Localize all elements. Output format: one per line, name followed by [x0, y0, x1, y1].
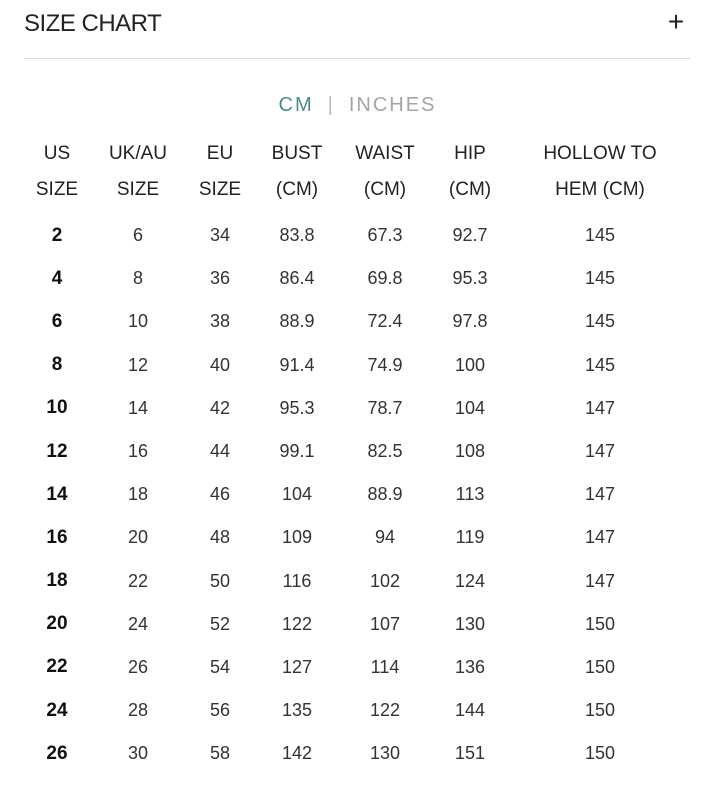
table-cell-eu-size: 52 [209, 613, 231, 634]
table-cell-eu-size: 50 [209, 570, 231, 591]
table-cell-bust: 88.9 [279, 311, 315, 332]
table-row [24, 473, 690, 516]
table-cell-eu-size: 44 [209, 441, 231, 462]
table-cell-us-size: 22 [46, 656, 68, 678]
table-cell-hip: 130 [454, 613, 486, 634]
unit-separator: | [327, 94, 335, 116]
column-header-line: EU [206, 143, 234, 164]
table-row [24, 560, 690, 603]
table-cell-hip: 104 [454, 397, 486, 418]
column-header-line: (CM) [363, 179, 407, 200]
column-header-waist [340, 136, 430, 208]
table-cell-bust: 91.4 [279, 354, 315, 375]
table-cell-hip: 97.8 [452, 311, 488, 332]
table-cell-us-size: 8 [51, 354, 63, 376]
column-header-line: SIZE [198, 179, 242, 200]
table-row [24, 300, 690, 343]
table-cell-eu-size: 54 [209, 656, 231, 677]
table-cell-bust: 86.4 [279, 268, 315, 289]
table-cell-waist: 122 [369, 700, 401, 721]
column-header-line: (CM) [448, 179, 492, 200]
column-header-us-size [24, 136, 90, 208]
table-cell-hip: 92.7 [452, 225, 488, 246]
table-cell-eu-size: 34 [209, 225, 231, 246]
table-cell-us-size: 24 [46, 699, 68, 721]
table-cell-bust: 83.8 [279, 225, 315, 246]
table-header-row [24, 136, 690, 208]
table-cell-eu-size: 42 [209, 397, 231, 418]
table-cell-uk-au-size: 10 [127, 311, 149, 332]
table-cell-us-size: 20 [46, 613, 68, 635]
table-cell-hollow-to-hem: 145 [584, 354, 616, 375]
table-cell-eu-size: 40 [209, 354, 231, 375]
table-cell-hollow-to-hem: 147 [584, 397, 616, 418]
table-row [24, 208, 690, 257]
table-cell-bust: 104 [281, 484, 313, 505]
column-header-line: HEM (CM) [555, 179, 645, 200]
table-cell-hip: 144 [454, 700, 486, 721]
column-header-line: UK/AU [108, 143, 168, 164]
table-cell-hollow-to-hem: 147 [584, 441, 616, 462]
table-cell-hollow-to-hem: 145 [584, 225, 616, 246]
table-cell-bust: 142 [281, 743, 313, 764]
table-row [24, 257, 690, 300]
table-cell-hip: 113 [455, 484, 485, 505]
column-header-eu-size [186, 136, 254, 208]
table-cell-uk-au-size: 8 [132, 268, 143, 289]
size-chart-title: SIZE CHART [24, 10, 162, 37]
table-cell-bust: 116 [282, 570, 312, 591]
table-row [24, 646, 690, 689]
table-row [24, 430, 690, 473]
table-cell-us-size: 14 [46, 483, 68, 505]
column-header-hip [430, 136, 510, 208]
unit-cm-toggle[interactable]: CM [278, 94, 314, 116]
column-header-line: HOLLOW TO [543, 143, 657, 164]
table-cell-hollow-to-hem: 147 [584, 527, 616, 548]
table-body [24, 208, 690, 775]
table-cell-uk-au-size: 22 [127, 570, 149, 591]
table-cell-us-size: 10 [46, 397, 68, 419]
table-cell-waist: 102 [369, 570, 401, 591]
table-cell-uk-au-size: 6 [132, 225, 143, 246]
table-cell-uk-au-size: 20 [127, 527, 149, 548]
table-cell-hollow-to-hem: 147 [584, 570, 616, 591]
table-cell-uk-au-size: 16 [127, 441, 149, 462]
column-header-uk-au-size [90, 136, 186, 208]
size-chart-header[interactable] [24, 0, 690, 58]
table-cell-hollow-to-hem: 145 [584, 268, 616, 289]
table-cell-uk-au-size: 24 [127, 613, 149, 634]
column-header-line: SIZE [116, 179, 160, 200]
table-cell-waist: 130 [369, 743, 401, 764]
table-cell-hollow-to-hem: 150 [584, 700, 616, 721]
table-cell-uk-au-size: 18 [127, 484, 149, 505]
table-cell-waist: 72.4 [367, 311, 403, 332]
column-header-line: (CM) [275, 179, 319, 200]
table-cell-uk-au-size: 28 [127, 700, 149, 721]
table-cell-bust: 127 [281, 656, 313, 677]
table-cell-us-size: 26 [46, 742, 68, 764]
header-divider [24, 58, 690, 59]
table-cell-waist: 74.9 [367, 354, 403, 375]
table-cell-us-size: 4 [51, 267, 63, 289]
table-cell-bust: 122 [281, 613, 313, 634]
table-cell-eu-size: 36 [209, 268, 231, 289]
table-row [24, 603, 690, 646]
table-cell-us-size: 6 [51, 310, 63, 332]
table-cell-hip: 108 [454, 441, 486, 462]
table-cell-bust: 109 [281, 527, 313, 548]
table-cell-uk-au-size: 26 [127, 656, 149, 677]
table-cell-hip: 124 [454, 570, 486, 591]
table-cell-us-size: 16 [46, 526, 68, 548]
table-cell-us-size: 2 [51, 224, 63, 246]
table-cell-hollow-to-hem: 150 [584, 613, 616, 634]
table-cell-waist: 69.8 [367, 268, 403, 289]
table-cell-us-size: 18 [46, 570, 68, 592]
table-cell-waist: 78.7 [367, 397, 403, 418]
table-row [24, 516, 690, 559]
table-cell-bust: 135 [281, 700, 313, 721]
column-header-hollow-to-hem [510, 136, 690, 208]
table-cell-hip: 136 [454, 656, 486, 677]
table-cell-uk-au-size: 12 [127, 354, 149, 375]
table-cell-hip: 119 [455, 527, 485, 548]
table-cell-waist: 94 [374, 527, 396, 548]
column-header-line: WAIST [355, 143, 415, 164]
column-header-line: SIZE [35, 179, 79, 200]
table-cell-uk-au-size: 30 [127, 743, 149, 764]
table-row [24, 689, 690, 732]
size-table [24, 136, 690, 775]
table-row [24, 732, 690, 775]
table-cell-eu-size: 56 [209, 700, 231, 721]
table-cell-hollow-to-hem: 145 [584, 311, 616, 332]
table-cell-waist: 107 [369, 613, 401, 634]
column-header-line: BUST [271, 143, 323, 164]
table-cell-hip: 95.3 [452, 268, 488, 289]
table-cell-hip: 100 [454, 354, 486, 375]
unit-inches-toggle[interactable]: INCHES [348, 94, 437, 116]
table-row [24, 344, 690, 387]
table-cell-hip: 151 [454, 743, 486, 764]
plus-icon[interactable]: + [662, 8, 690, 36]
table-cell-eu-size: 58 [209, 743, 231, 764]
table-cell-eu-size: 48 [209, 527, 231, 548]
table-cell-us-size: 12 [46, 440, 68, 462]
column-header-line: US [43, 143, 71, 164]
table-cell-hollow-to-hem: 147 [584, 484, 616, 505]
table-cell-uk-au-size: 14 [127, 397, 149, 418]
table-cell-bust: 99.1 [279, 441, 315, 462]
column-header-line: HIP [454, 143, 486, 164]
table-cell-waist: 82.5 [367, 441, 403, 462]
table-cell-waist: 114 [370, 656, 400, 677]
unit-switcher [0, 94, 715, 117]
table-cell-bust: 95.3 [279, 397, 315, 418]
table-cell-waist: 67.3 [367, 225, 403, 246]
table-row [24, 387, 690, 430]
table-cell-eu-size: 38 [209, 311, 231, 332]
table-cell-waist: 88.9 [367, 484, 403, 505]
table-cell-eu-size: 46 [209, 484, 231, 505]
table-cell-hollow-to-hem: 150 [584, 656, 616, 677]
column-header-bust [254, 136, 340, 208]
table-cell-hollow-to-hem: 150 [584, 743, 616, 764]
